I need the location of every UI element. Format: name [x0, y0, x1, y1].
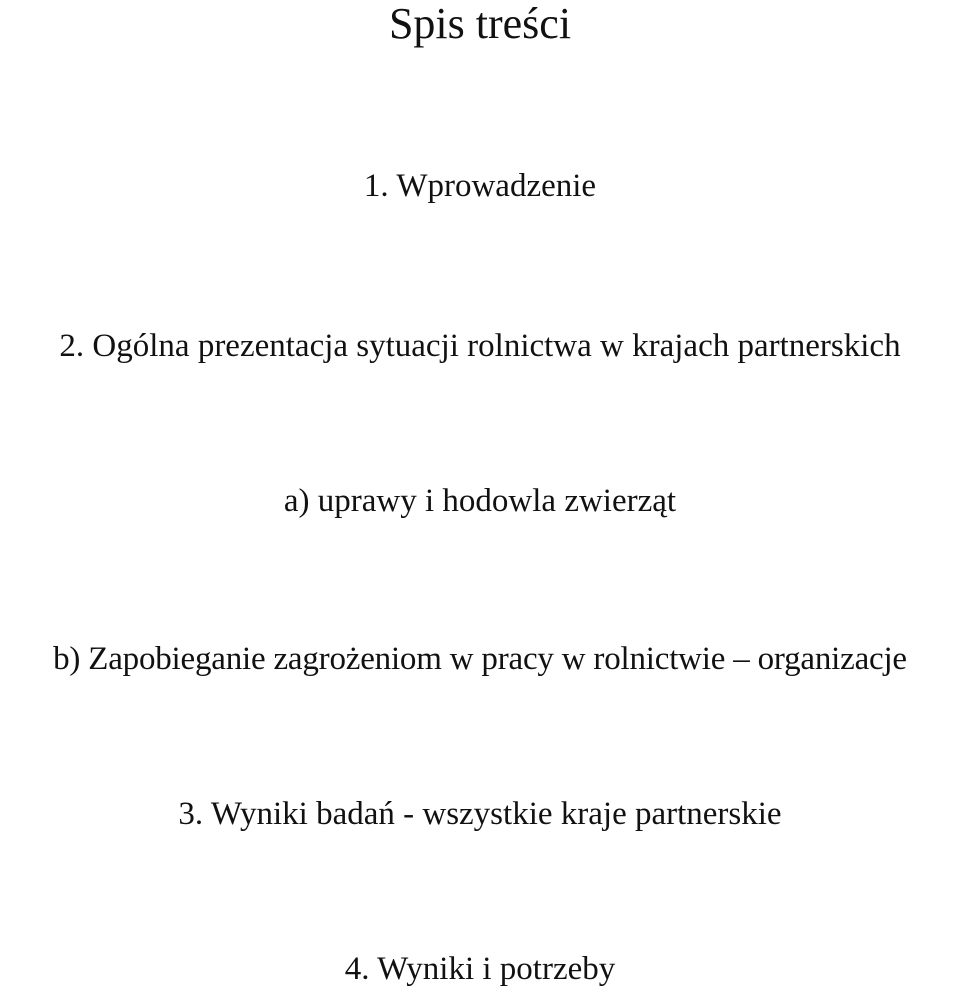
toc-item-introduction: 1. Wprowadzenie: [363, 168, 597, 204]
page-title: Spis treści: [388, 0, 572, 48]
toc-item-results-needs: 4. Wyniki i potrzeby: [344, 951, 616, 987]
toc-subitem-hazard-prevention: b) Zapobieganie zagrożeniom w pracy w rolnictwie – organizacje: [53, 641, 907, 677]
toc-subitem-crops-livestock: a) uprawy i hodowla zwierząt: [283, 483, 677, 519]
toc-item-agriculture-overview: 2. Ogólna prezentacja sytuacji rolnictwa w krajach partnerskich: [59, 328, 901, 364]
toc-item-research-results: 3. Wyniki badań - wszystkie kraje partnerskie: [178, 796, 782, 832]
